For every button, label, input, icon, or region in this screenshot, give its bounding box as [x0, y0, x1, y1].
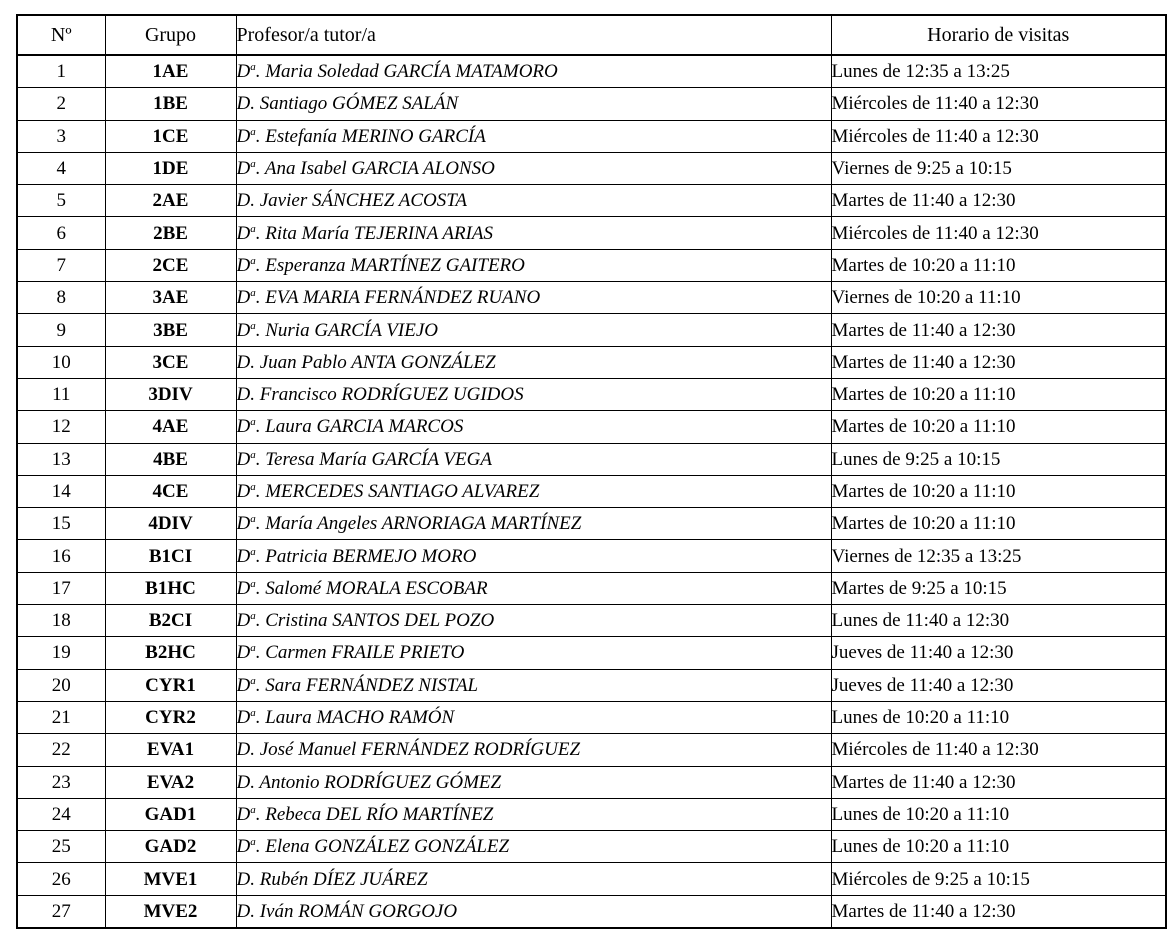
title-ordinal: a — [250, 577, 256, 590]
teacher-name — [236, 475, 831, 507]
table-row — [17, 314, 1166, 346]
row-number: 24 — [17, 798, 105, 830]
title-ordinal: a — [250, 125, 256, 138]
visit-hours: Martes de 10:20 a 11:10 — [831, 508, 1166, 540]
teacher-full-name: . José Manuel FERNÁNDEZ RODRÍGUEZ — [250, 739, 581, 761]
title-prefix: D — [236, 771, 251, 793]
row-number: 3 — [17, 120, 105, 152]
teacher-name — [236, 55, 831, 88]
teacher-full-name: . EVA MARIA FERNÁNDEZ RUANO — [255, 287, 541, 309]
title-prefix: D — [236, 513, 251, 535]
teacher-name — [236, 798, 831, 830]
title-ordinal: a — [250, 836, 256, 849]
teacher-name — [236, 152, 831, 184]
title-prefix: D — [236, 158, 251, 180]
title-ordinal: a — [250, 513, 256, 526]
group-code: 3CE — [105, 346, 236, 378]
visit-hours: Martes de 9:25 a 10:15 — [831, 572, 1166, 604]
teacher-full-name: . Ana Isabel GARCIA ALONSO — [255, 158, 495, 180]
row-number: 15 — [17, 508, 105, 540]
row-number: 12 — [17, 411, 105, 443]
table-row — [17, 152, 1166, 184]
table-row — [17, 701, 1166, 733]
table-row — [17, 508, 1166, 540]
teacher-full-name: . Rita María TEJERINA ARIAS — [255, 222, 494, 244]
table-row — [17, 895, 1166, 928]
teacher-name — [236, 217, 831, 249]
title-ordinal: a — [250, 158, 256, 171]
teacher-name — [236, 88, 831, 120]
table-row — [17, 443, 1166, 475]
title-prefix: D — [236, 610, 251, 632]
title-prefix: D — [236, 384, 251, 406]
title-prefix: D — [236, 416, 251, 438]
title-prefix: D — [236, 836, 251, 858]
row-number: 9 — [17, 314, 105, 346]
table-row — [17, 346, 1166, 378]
teacher-full-name: . Iván ROMÁN GORGOJO — [250, 900, 458, 922]
teacher-name — [236, 572, 831, 604]
teacher-name — [236, 540, 831, 572]
title-prefix: D — [236, 674, 251, 696]
title-prefix: D — [236, 803, 251, 825]
group-code: B1CI — [105, 540, 236, 572]
teacher-full-name: . Cristina SANTOS DEL POZO — [255, 610, 495, 632]
visit-hours: Martes de 11:40 a 12:30 — [831, 314, 1166, 346]
teacher-name — [236, 249, 831, 281]
header-group: Grupo — [105, 15, 236, 55]
table-row — [17, 637, 1166, 669]
group-code: CYR2 — [105, 701, 236, 733]
group-code: B2CI — [105, 605, 236, 637]
title-prefix: D — [236, 319, 251, 341]
header-teacher: Profesor/a tutor/a — [236, 15, 831, 55]
title-prefix: D — [236, 448, 251, 470]
visit-hours: Viernes de 10:20 a 11:10 — [831, 282, 1166, 314]
title-ordinal: a — [250, 803, 256, 816]
table-row — [17, 475, 1166, 507]
row-number: 10 — [17, 346, 105, 378]
group-code: 4AE — [105, 411, 236, 443]
title-prefix: D — [236, 739, 251, 761]
visit-hours: Martes de 11:40 a 12:30 — [831, 346, 1166, 378]
group-code: MVE1 — [105, 863, 236, 895]
table-row — [17, 863, 1166, 895]
visit-hours: Martes de 10:20 a 11:10 — [831, 411, 1166, 443]
group-code: B2HC — [105, 637, 236, 669]
group-code: EVA2 — [105, 766, 236, 798]
table-row — [17, 88, 1166, 120]
title-prefix: D — [236, 481, 251, 502]
row-number: 4 — [17, 152, 105, 184]
row-number: 18 — [17, 605, 105, 637]
table-row — [17, 411, 1166, 443]
visit-hours: Lunes de 10:20 a 11:10 — [831, 701, 1166, 733]
table-row — [17, 572, 1166, 604]
teacher-name — [236, 863, 831, 895]
title-ordinal: a — [250, 642, 256, 655]
table-body — [17, 55, 1166, 928]
group-code: CYR1 — [105, 669, 236, 701]
group-code: 1CE — [105, 120, 236, 152]
title-ordinal: a — [250, 416, 256, 429]
visit-hours: Miércoles de 11:40 a 12:30 — [831, 217, 1166, 249]
teacher-name — [236, 637, 831, 669]
title-ordinal: a — [250, 61, 256, 74]
teacher-full-name: . Rubén DÍEZ JUÁREZ — [250, 868, 428, 890]
group-code: 2AE — [105, 185, 236, 217]
teacher-name — [236, 895, 831, 928]
visit-hours: Martes de 10:20 a 11:10 — [831, 378, 1166, 410]
row-number: 17 — [17, 572, 105, 604]
title-ordinal: a — [250, 254, 256, 267]
row-number: 13 — [17, 443, 105, 475]
table-row — [17, 734, 1166, 766]
teacher-name — [236, 378, 831, 410]
visit-hours: Martes de 11:40 a 12:30 — [831, 766, 1166, 798]
title-prefix: D — [236, 190, 251, 212]
table-row — [17, 55, 1166, 88]
group-code: 3AE — [105, 282, 236, 314]
visit-hours: Jueves de 11:40 a 12:30 — [831, 669, 1166, 701]
teacher-full-name: . Antonio RODRÍGUEZ GÓMEZ — [250, 771, 502, 793]
group-code: 1AE — [105, 55, 236, 88]
group-code: 2CE — [105, 249, 236, 281]
table-header — [17, 15, 1166, 55]
visit-hours: Lunes de 10:20 a 11:10 — [831, 831, 1166, 863]
row-number: 7 — [17, 249, 105, 281]
title-ordinal: a — [250, 319, 256, 332]
teacher-full-name: . Esperanza MARTÍNEZ GAITERO — [255, 254, 525, 276]
title-ordinal: a — [250, 610, 256, 623]
teacher-full-name: . Carmen FRAILE PRIETO — [255, 642, 465, 664]
header-row — [17, 15, 1166, 55]
title-prefix: D — [236, 125, 251, 147]
title-prefix: D — [236, 868, 251, 890]
visit-hours: Miércoles de 11:40 a 12:30 — [831, 734, 1166, 766]
teacher-full-name: . Nuria GARCÍA VIEJO — [255, 319, 438, 341]
teacher-name — [236, 443, 831, 475]
group-code: MVE2 — [105, 895, 236, 928]
table-row — [17, 669, 1166, 701]
teacher-full-name: . Francisco RODRÍGUEZ UGIDOS — [250, 384, 524, 406]
teacher-name — [236, 282, 831, 314]
group-code: 4DIV — [105, 508, 236, 540]
teacher-full-name: . Laura GARCIA MARCOS — [255, 416, 464, 438]
teacher-name — [236, 346, 831, 378]
visit-hours: Martes de 11:40 a 12:30 — [831, 895, 1166, 928]
teacher-full-name: . Elena GONZÁLEZ GONZÁLEZ — [255, 836, 510, 858]
teacher-full-name: . MERCEDES SANTIAGO ALVAREZ — [255, 481, 540, 502]
header-number: Nº — [17, 15, 105, 55]
teacher-full-name: . Sara FERNÁNDEZ NISTAL — [255, 674, 479, 696]
visit-hours: Martes de 10:20 a 11:10 — [831, 475, 1166, 507]
title-ordinal: a — [250, 287, 256, 300]
title-prefix: D — [236, 642, 251, 664]
title-ordinal: a — [250, 674, 256, 687]
title-prefix: D — [236, 707, 251, 729]
table-row — [17, 766, 1166, 798]
teacher-full-name: . Estefanía MERINO GARCÍA — [255, 125, 486, 147]
row-number: 14 — [17, 475, 105, 507]
teacher-full-name: . Laura MACHO RAMÓN — [255, 707, 455, 729]
header-visit-hours: Horario de visitas — [831, 15, 1166, 55]
group-code: 3BE — [105, 314, 236, 346]
table-row — [17, 540, 1166, 572]
row-number: 20 — [17, 669, 105, 701]
title-ordinal: a — [250, 707, 256, 720]
row-number: 21 — [17, 701, 105, 733]
title-prefix: D — [236, 222, 251, 244]
title-ordinal: a — [250, 545, 256, 558]
group-code: GAD1 — [105, 798, 236, 830]
title-prefix: D — [236, 254, 251, 276]
visit-hours: Viernes de 12:35 a 13:25 — [831, 540, 1166, 572]
teacher-full-name: . Salomé MORALA ESCOBAR — [255, 577, 488, 599]
title-ordinal: a — [250, 222, 256, 235]
teacher-name — [236, 411, 831, 443]
teacher-name — [236, 669, 831, 701]
visit-hours: Martes de 10:20 a 11:10 — [831, 249, 1166, 281]
teacher-name — [236, 508, 831, 540]
group-code: B1HC — [105, 572, 236, 604]
visit-hours: Miércoles de 11:40 a 12:30 — [831, 88, 1166, 120]
title-prefix: D — [236, 61, 251, 83]
teacher-full-name: . María Angeles ARNORIAGA MARTÍNEZ — [255, 513, 582, 535]
teacher-full-name: . Teresa María GARCÍA VEGA — [255, 448, 492, 470]
teacher-name — [236, 185, 831, 217]
title-prefix: D — [236, 545, 251, 567]
row-number: 27 — [17, 895, 105, 928]
teacher-name — [236, 831, 831, 863]
visit-hours: Viernes de 9:25 a 10:15 — [831, 152, 1166, 184]
teacher-name — [236, 314, 831, 346]
visit-hours: Martes de 11:40 a 12:30 — [831, 185, 1166, 217]
teacher-full-name: . Maria Soledad GARCÍA MATAMORO — [255, 61, 558, 83]
table-row — [17, 249, 1166, 281]
visit-hours: Lunes de 11:40 a 12:30 — [831, 605, 1166, 637]
title-prefix: D — [236, 287, 251, 309]
visit-hours: Lunes de 12:35 a 13:25 — [831, 55, 1166, 88]
title-prefix: D — [236, 93, 251, 115]
teacher-full-name: . Javier SÁNCHEZ ACOSTA — [250, 190, 467, 212]
group-code: EVA1 — [105, 734, 236, 766]
visit-hours: Jueves de 11:40 a 12:30 — [831, 637, 1166, 669]
group-code: 1BE — [105, 88, 236, 120]
visit-hours: Miércoles de 9:25 a 10:15 — [831, 863, 1166, 895]
visit-hours: Lunes de 9:25 a 10:15 — [831, 443, 1166, 475]
row-number: 2 — [17, 88, 105, 120]
group-code: 3DIV — [105, 378, 236, 410]
visit-hours: Miércoles de 11:40 a 12:30 — [831, 120, 1166, 152]
teacher-name — [236, 605, 831, 637]
row-number: 6 — [17, 217, 105, 249]
teacher-full-name: . Santiago GÓMEZ SALÁN — [250, 93, 459, 115]
title-prefix: D — [236, 900, 251, 922]
row-number: 8 — [17, 282, 105, 314]
row-number: 16 — [17, 540, 105, 572]
table-row — [17, 185, 1166, 217]
title-prefix: D — [236, 577, 251, 599]
title-prefix: D — [236, 351, 251, 373]
teacher-name — [236, 766, 831, 798]
table-row — [17, 217, 1166, 249]
table-row — [17, 605, 1166, 637]
row-number: 23 — [17, 766, 105, 798]
table-row — [17, 378, 1166, 410]
teacher-name — [236, 734, 831, 766]
group-code: 2BE — [105, 217, 236, 249]
group-code: GAD2 — [105, 831, 236, 863]
table-row — [17, 120, 1166, 152]
table-row — [17, 798, 1166, 830]
teacher-full-name: . Patricia BERMEJO MORO — [255, 545, 477, 567]
row-number: 26 — [17, 863, 105, 895]
row-number: 19 — [17, 637, 105, 669]
row-number: 11 — [17, 378, 105, 410]
table-row — [17, 282, 1166, 314]
teacher-name — [236, 701, 831, 733]
group-code: 4BE — [105, 443, 236, 475]
title-ordinal: a — [250, 481, 256, 493]
teacher-name — [236, 120, 831, 152]
table-row — [17, 831, 1166, 863]
group-code: 1DE — [105, 152, 236, 184]
row-number: 1 — [17, 55, 105, 88]
teacher-full-name: . Juan Pablo ANTA GONZÁLEZ — [250, 351, 496, 373]
visit-hours: Lunes de 10:20 a 11:10 — [831, 798, 1166, 830]
row-number: 25 — [17, 831, 105, 863]
row-number: 5 — [17, 185, 105, 217]
teacher-full-name: . Rebeca DEL RÍO MARTÍNEZ — [255, 803, 494, 825]
row-number: 22 — [17, 734, 105, 766]
title-ordinal: a — [250, 448, 256, 461]
tutor-visits-table — [16, 14, 1167, 929]
group-code: 4CE — [105, 475, 236, 507]
